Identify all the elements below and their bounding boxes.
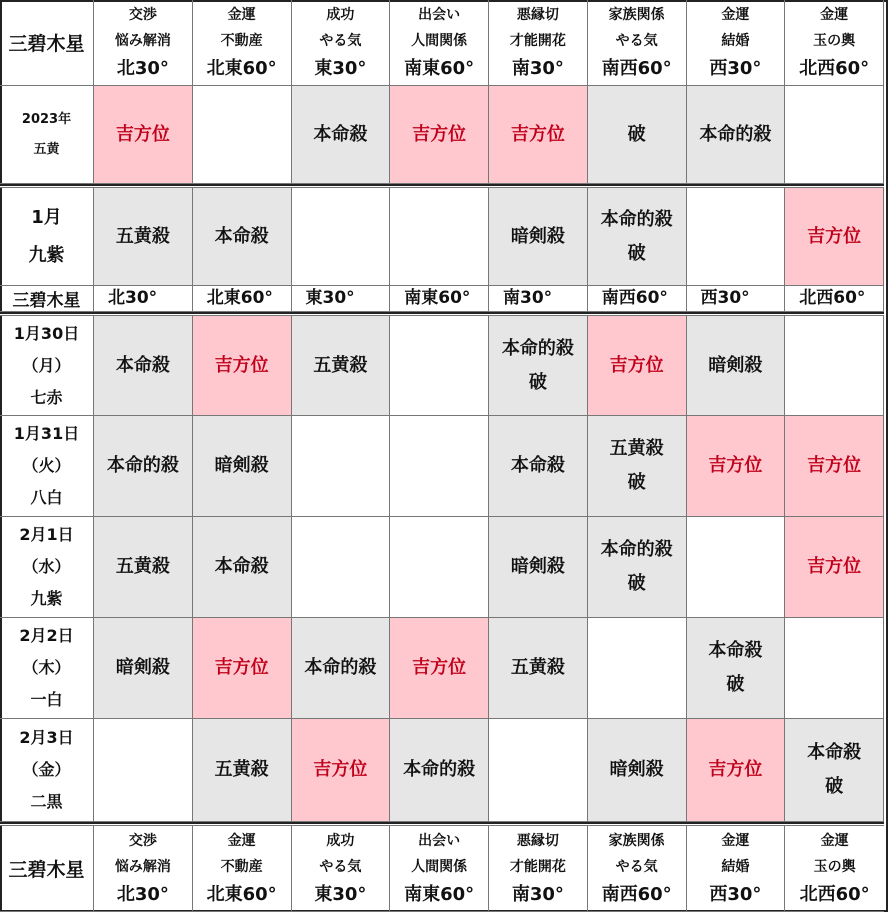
column-direction: 北東60° (206, 883, 277, 905)
day-row-2-cell-1 (94, 416, 193, 517)
column-theme-1: 出会い (418, 6, 461, 23)
day-row-1-cell-3 (292, 316, 391, 416)
row-label-line: 2月3日 (19, 728, 74, 747)
day-row-5-cell-6 (588, 719, 687, 822)
misfortune-text: 破 (726, 674, 745, 695)
day-row-5-cell-8 (785, 719, 884, 822)
top-header-column-1 (94, 0, 193, 86)
mid-header-star-name: 三碧木星 (0, 286, 94, 312)
top-header-column-2 (193, 0, 292, 86)
month-row-cell-8 (785, 188, 884, 286)
day-row-4-cell-5 (489, 618, 588, 719)
day-row-5-label (0, 719, 94, 822)
day-row-1-cell-8 (785, 316, 884, 416)
day-row-4-cell-1 (94, 618, 193, 719)
misfortune-text: 本命殺 (214, 556, 269, 577)
year-row-cell-2 (193, 86, 292, 184)
day-row-5-cell-7 (687, 719, 786, 822)
day-row-2-cell-7 (687, 416, 786, 517)
misfortune-text: 五黄殺 (214, 759, 269, 780)
row-label-line: 八白 (30, 488, 63, 507)
bottom-header-column-2 (193, 826, 292, 912)
mid-header-direction-8: 北西60° (785, 286, 884, 312)
misfortune-text: 本命殺 (510, 455, 565, 476)
misfortune-text: 五黄殺 (510, 657, 565, 678)
column-theme-1: 悪縁切 (516, 6, 559, 23)
day-row-3-cell-5 (489, 517, 588, 618)
row-label-line: 1月30日 (13, 323, 80, 343)
column-theme-1: 成功 (326, 832, 355, 849)
row-label-line: 九紫 (28, 244, 65, 266)
bottom-header-column-4 (390, 826, 489, 912)
day-row-1-cell-6 (588, 316, 687, 416)
column-direction: 南西60° (601, 883, 672, 905)
mid-header-direction-5: 南30° (489, 286, 588, 312)
misfortune-text: 本命殺 (708, 640, 763, 661)
column-direction: 南30° (511, 57, 564, 79)
column-direction: 南西60° (601, 57, 672, 79)
column-direction: 西30° (709, 883, 762, 905)
column-direction: 南東60° (404, 57, 475, 79)
column-theme-1: 金運 (227, 6, 256, 23)
column-direction: 東30° (314, 57, 367, 79)
column-theme-1: 金運 (227, 832, 256, 849)
lucky-direction-text: 吉方位 (412, 123, 467, 145)
column-theme-2: やる気 (319, 858, 362, 875)
misfortune-text: 本命的殺 (699, 123, 772, 145)
day-row-4-cell-2 (193, 618, 292, 719)
month-row-cell-3 (292, 188, 391, 286)
column-theme-1: 家族関係 (608, 832, 665, 849)
misfortune-text: 本命殺 (214, 225, 269, 247)
column-theme-1: 金運 (721, 832, 750, 849)
row-label-line: 2月2日 (19, 626, 74, 645)
column-theme-1: 出会い (418, 832, 461, 849)
year-row-cell-4 (390, 86, 489, 184)
mid-header-direction-4: 南東60° (390, 286, 489, 312)
column-theme-2: 玉の輿 (813, 32, 856, 49)
column-direction: 南30° (511, 883, 564, 905)
top-header-column-5 (489, 0, 588, 86)
day-row-4-cell-4 (390, 618, 489, 719)
day-row-1-cell-5 (489, 316, 588, 416)
day-row-5-cell-4 (390, 719, 489, 822)
misfortune-text: 暗剣殺 (510, 225, 565, 247)
column-direction: 東30° (314, 883, 367, 905)
lucky-direction-text: 吉方位 (807, 455, 862, 476)
row-label-line: （月） (22, 355, 71, 375)
column-theme-1: 家族関係 (608, 6, 665, 23)
day-row-5-cell-2 (193, 719, 292, 822)
day-row-3-label (0, 517, 94, 618)
month-row-cell-7 (687, 188, 786, 286)
column-direction: 北西60° (799, 883, 870, 905)
column-theme-2: やる気 (615, 858, 658, 875)
misfortune-text: 五黄殺 (115, 225, 170, 247)
top-header-column-7 (687, 0, 786, 86)
bottom-header-column-3 (292, 826, 391, 912)
day-row-2-cell-8 (785, 416, 884, 517)
misfortune-text: 暗剣殺 (214, 455, 269, 476)
year-row-cell-3 (292, 86, 391, 184)
column-theme-1: 交渉 (128, 832, 157, 849)
lucky-direction-text: 吉方位 (807, 225, 862, 247)
day-row-4-cell-3 (292, 618, 391, 719)
row-label-line: 九紫 (30, 589, 63, 608)
column-direction: 北30° (116, 883, 169, 905)
misfortune-text: 破 (627, 472, 646, 493)
top-header-star-name: 三碧木星 (0, 0, 94, 86)
column-theme-2: 才能開花 (509, 858, 566, 875)
bottom-header-column-8 (785, 826, 884, 912)
column-theme-2: 不動産 (220, 32, 263, 49)
column-theme-2: やる気 (319, 32, 362, 49)
year-row-cell-1 (94, 86, 193, 184)
day-row-2-cell-3 (292, 416, 391, 517)
day-row-4-cell-6 (588, 618, 687, 719)
lucky-direction-text: 吉方位 (708, 759, 763, 780)
bottom-header-column-1 (94, 826, 193, 912)
day-row-3-cell-8 (785, 517, 884, 618)
row-label-line: 一白 (30, 690, 63, 709)
day-row-2-label (0, 416, 94, 517)
month-row-label (0, 188, 94, 286)
top-header-column-3 (292, 0, 391, 86)
row-label-line: （木） (22, 658, 71, 677)
column-direction: 北西60° (799, 57, 870, 79)
column-theme-1: 金運 (721, 6, 750, 23)
row-label-line: 2023年 (21, 111, 72, 127)
misfortune-text: 本命殺 (115, 354, 170, 376)
lucky-direction-text: 吉方位 (214, 657, 269, 678)
misfortune-text: 本命殺 (807, 742, 862, 763)
mid-header-direction-3: 東30° (292, 286, 391, 312)
misfortune-text: 本命的殺 (304, 657, 377, 678)
month-row-cell-4 (390, 188, 489, 286)
year-row-cell-7 (687, 86, 786, 184)
row-label-line: 2月1日 (19, 525, 74, 544)
column-theme-1: 成功 (326, 6, 355, 23)
misfortune-text: 本命的殺 (600, 208, 673, 230)
day-row-3-cell-2 (193, 517, 292, 618)
top-header-column-8 (785, 0, 884, 86)
lucky-direction-text: 吉方位 (115, 123, 170, 145)
bottom-header-column-6 (588, 826, 687, 912)
month-row-cell-5 (489, 188, 588, 286)
lucky-direction-text: 吉方位 (412, 657, 467, 678)
column-theme-1: 金運 (820, 832, 849, 849)
misfortune-text: 破 (825, 776, 844, 797)
month-row-cell-2 (193, 188, 292, 286)
day-row-3-cell-1 (94, 517, 193, 618)
row-label-line: 五黄 (33, 141, 60, 157)
bottom-header-star-name: 三碧木星 (0, 826, 94, 912)
year-row-cell-8 (785, 86, 884, 184)
misfortune-text: 本命的殺 (403, 759, 476, 780)
day-row-3-cell-3 (292, 517, 391, 618)
misfortune-text: 破 (627, 573, 646, 594)
day-row-2-cell-6 (588, 416, 687, 517)
row-label-line: （水） (22, 557, 71, 576)
day-row-1-cell-1 (94, 316, 193, 416)
column-theme-2: 玉の輿 (813, 858, 856, 875)
lucky-direction-text: 吉方位 (708, 455, 763, 476)
column-theme-2: 結婚 (721, 32, 750, 49)
lucky-direction-text: 吉方位 (609, 354, 664, 376)
day-row-5-cell-1 (94, 719, 193, 822)
lucky-direction-text: 吉方位 (510, 123, 565, 145)
mid-header-direction-1: 北30° (94, 286, 193, 312)
bottom-header-column-5 (489, 826, 588, 912)
column-theme-1: 金運 (820, 6, 849, 23)
bottom-header-column-7 (687, 826, 786, 912)
day-row-1-cell-4 (390, 316, 489, 416)
day-row-5-cell-5 (489, 719, 588, 822)
day-row-4-cell-7 (687, 618, 786, 719)
day-row-2-cell-2 (193, 416, 292, 517)
day-row-1-label (0, 316, 94, 416)
column-theme-1: 交渉 (128, 6, 157, 23)
month-row-cell-6 (588, 188, 687, 286)
day-row-5-cell-3 (292, 719, 391, 822)
column-direction: 西30° (709, 57, 762, 79)
day-row-4-cell-8 (785, 618, 884, 719)
year-row-cell-5 (489, 86, 588, 184)
lucky-direction-text: 吉方位 (214, 354, 269, 376)
row-label-line: 七赤 (30, 387, 63, 407)
column-theme-2: 才能開花 (509, 32, 566, 49)
year-row-label (0, 86, 94, 184)
day-row-2-cell-4 (390, 416, 489, 517)
misfortune-text: 五黄殺 (313, 354, 368, 376)
column-theme-2: 悩み解消 (114, 858, 171, 875)
misfortune-text: 本命的殺 (600, 539, 673, 560)
top-header-column-4 (390, 0, 489, 86)
top-header-column-6 (588, 0, 687, 86)
lucky-direction-text: 吉方位 (313, 759, 368, 780)
day-row-1-cell-7 (687, 316, 786, 416)
misfortune-text: 破 (627, 123, 646, 145)
column-direction: 北東60° (206, 57, 277, 79)
day-row-4-label (0, 618, 94, 719)
misfortune-text: 暗剣殺 (115, 657, 170, 678)
lucky-direction-text: 吉方位 (807, 556, 862, 577)
column-theme-1: 悪縁切 (516, 832, 559, 849)
column-direction: 北30° (116, 57, 169, 79)
day-row-3-cell-6 (588, 517, 687, 618)
column-theme-2: 人間関係 (411, 32, 468, 49)
day-row-1-cell-2 (193, 316, 292, 416)
misfortune-text: 本命的殺 (106, 455, 179, 476)
misfortune-text: 本命殺 (313, 123, 368, 145)
misfortune-text: 五黄殺 (115, 556, 170, 577)
misfortune-text: 破 (528, 371, 547, 393)
misfortune-text: 本命的殺 (501, 337, 574, 359)
row-label-line: （火） (22, 456, 71, 475)
misfortune-text: 暗剣殺 (609, 759, 664, 780)
year-row-cell-6 (588, 86, 687, 184)
mid-header-direction-2: 北東60° (193, 286, 292, 312)
day-row-2-cell-5 (489, 416, 588, 517)
row-label-line: 1月 (31, 206, 62, 228)
misfortune-text: 五黄殺 (609, 438, 664, 459)
misfortune-text: 破 (627, 242, 646, 264)
row-label-line: （金） (22, 760, 71, 779)
column-theme-2: 不動産 (220, 858, 263, 875)
day-row-3-cell-4 (390, 517, 489, 618)
column-theme-2: やる気 (615, 32, 658, 49)
month-row-cell-1 (94, 188, 193, 286)
column-theme-2: 結婚 (721, 858, 750, 875)
misfortune-text: 暗剣殺 (510, 556, 565, 577)
column-theme-2: 悩み解消 (114, 32, 171, 49)
row-label-line: 二黒 (30, 792, 63, 811)
column-theme-2: 人間関係 (411, 858, 468, 875)
day-row-3-cell-7 (687, 517, 786, 618)
row-label-line: 1月31日 (13, 424, 80, 443)
column-direction: 南東60° (404, 883, 475, 905)
misfortune-text: 暗剣殺 (708, 354, 763, 376)
mid-header-direction-6: 南西60° (588, 286, 687, 312)
mid-header-direction-7: 西30° (687, 286, 786, 312)
